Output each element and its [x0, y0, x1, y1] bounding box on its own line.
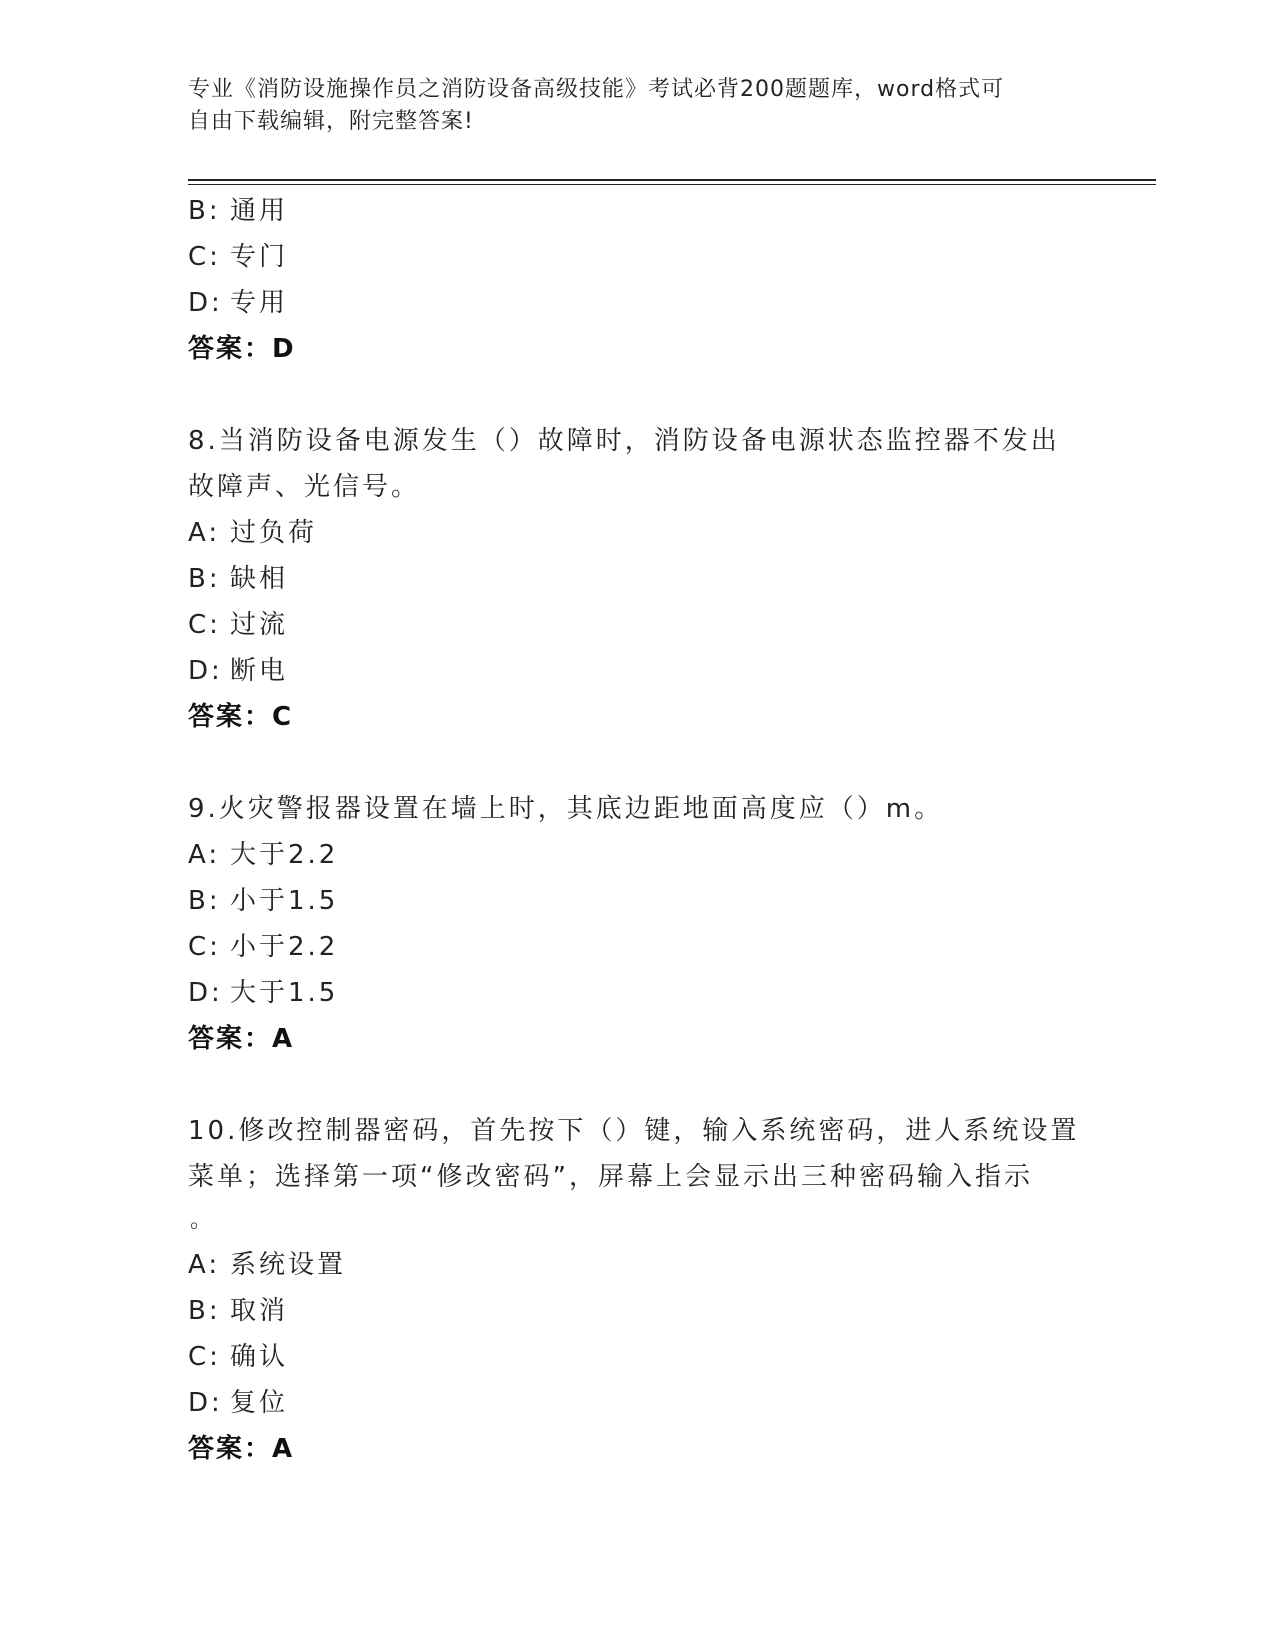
question-9 [188, 786, 1088, 1062]
question-text: 9.火灾警报器设置在墙上时，其底边距地面高度应（）m。 [188, 794, 944, 824]
question-text-cont: 故障声、光信号。 [188, 472, 421, 502]
answer: 答案：A [188, 1434, 295, 1464]
option-d: D: 复位 [188, 1388, 289, 1418]
question-text-cont: 菜单；选择第一项“修改密码”，屏幕上会显示出三种密码输入指示 [188, 1162, 1033, 1192]
question-list [188, 188, 1088, 1472]
option-b: B: 缺相 [188, 564, 289, 594]
question-text: 10.修改控制器密码，首先按下（）键，输入系统密码，进人系统设置 [188, 1116, 1080, 1146]
answer: 答案：A [188, 1024, 295, 1054]
answer: 答案：C [188, 702, 294, 732]
option-c: C: 小于2.2 [188, 932, 339, 962]
question-text: 8.当消防设备电源发生（）故障时，消防设备电源状态监控器不发出 [188, 426, 1060, 456]
page-header [188, 74, 1068, 138]
question-8 [188, 418, 1088, 740]
header-line-1: 专业《消防设施操作员之消防设备高级技能》考试必背200题题库，word格式可 [188, 77, 1005, 102]
option-b: B: 通用 [188, 196, 289, 226]
option-d: D: 断电 [188, 656, 289, 686]
option-b: B: 小于1.5 [188, 886, 339, 916]
option-a: A: 系统设置 [188, 1250, 347, 1280]
question-7-continued [188, 188, 1088, 372]
option-d: D: 专用 [188, 288, 289, 318]
question-10 [188, 1108, 1088, 1472]
option-c: C: 确认 [188, 1342, 289, 1372]
option-b: B: 取消 [188, 1296, 289, 1326]
option-c: C: 过流 [188, 610, 289, 640]
header-line-2: 自由下载编辑，附完整答案! [188, 109, 474, 134]
header-divider-thick [188, 179, 1156, 181]
header-divider-thin [188, 184, 1156, 185]
question-text-end: 。 [190, 1208, 216, 1233]
option-a: A: 大于2.2 [188, 840, 339, 870]
option-a: A: 过负荷 [188, 518, 318, 548]
option-d: D: 大于1.5 [188, 978, 339, 1008]
option-c: C: 专门 [188, 242, 289, 272]
answer: 答案：D [188, 334, 296, 364]
